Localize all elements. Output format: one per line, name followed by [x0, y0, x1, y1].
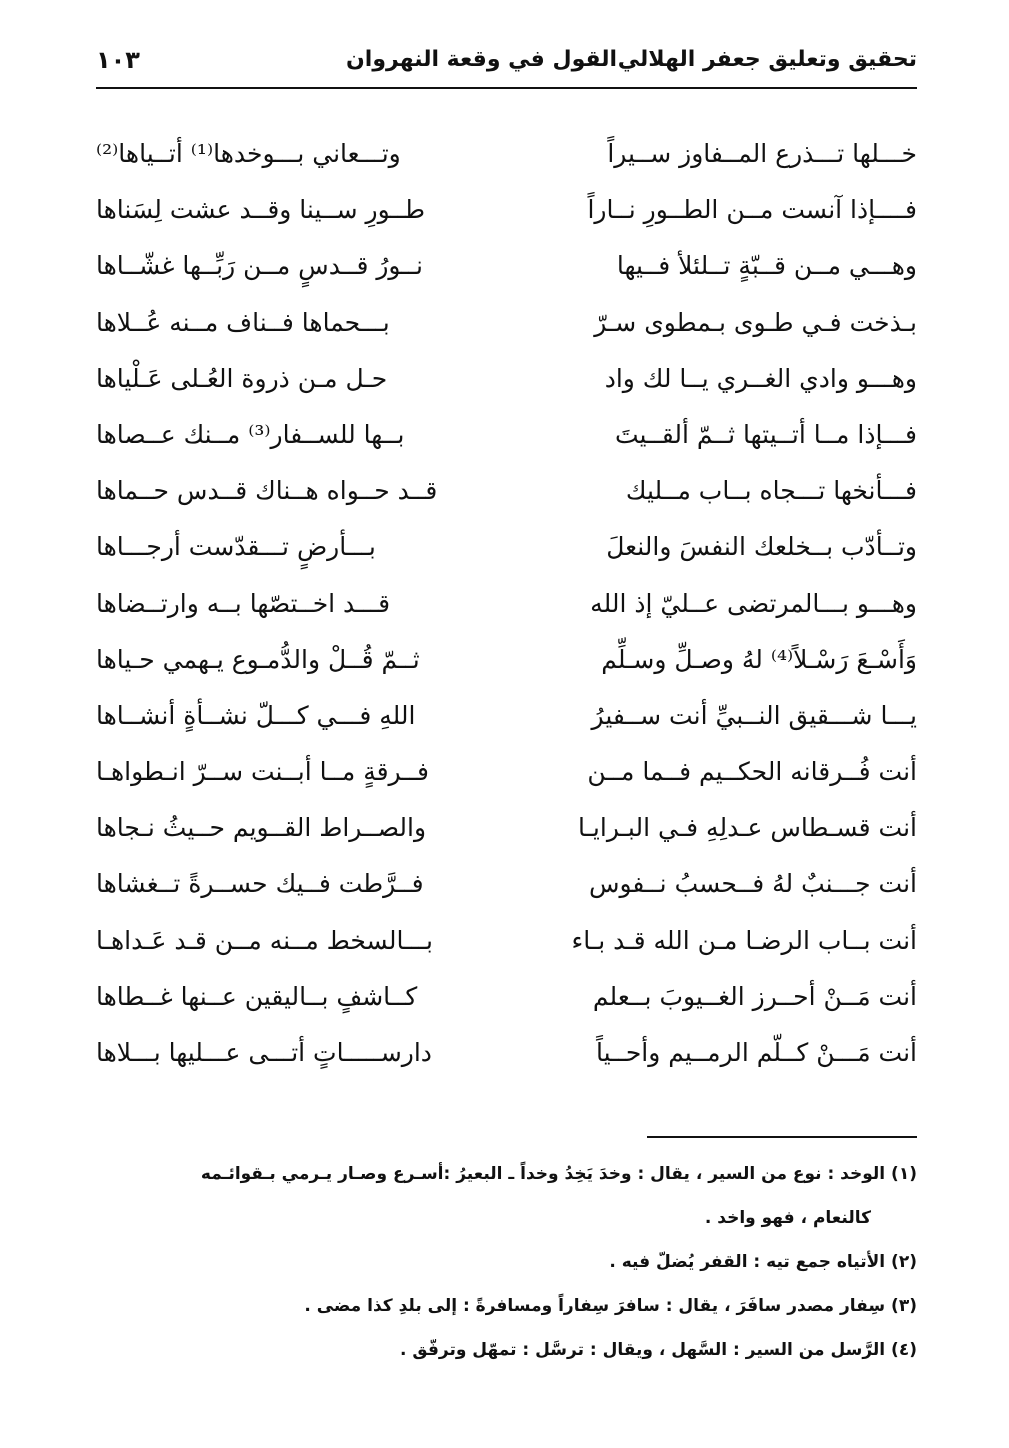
footnote	[96, 1328, 917, 1372]
verse-first-hemistich: وَأَسْـعَ رَسْـلاً⁽⁴⁾ لهُ وصـلِّ وسـلِّم	[601, 644, 917, 674]
footnote-text: الرَّسل من السير : السَّهل ، ويقال : ترسَّل : تمهّل وترفّق .	[400, 1340, 886, 1360]
verse-first-hemistich: فـــإذا مــا أتــيتها ثــمّ ألقــيتَ	[614, 419, 917, 449]
verse-second-hemistich: قـــد اخــتصّها بــه وارتــضاها	[96, 588, 391, 618]
footnote-marker: (١)	[891, 1164, 917, 1184]
verse-second-hemistich: فــرَّطت فــيك حســرةً تــغشاها	[96, 869, 424, 899]
verse-first-hemistich: فــــإذا آنست مــن الطــورِ نــاراً	[587, 195, 917, 225]
verse	[96, 519, 917, 575]
chapter-title: القول في وقعة النهروان	[346, 47, 617, 72]
verse	[96, 295, 917, 351]
verse-second-hemistich: بــها للســفار⁽³⁾ مــنك عــصاها	[96, 419, 405, 449]
verse-second-hemistich: والصــراط القــويم حــيثُ نـجاها	[96, 813, 427, 843]
verse-second-hemistich: اللهِ فـــي كـــلّ نشــأةٍ أنشــاها	[96, 700, 416, 730]
verse	[96, 969, 917, 1025]
verse-first-hemistich: وهـــي مــن قــبّةٍ تــلئلأ فــيها	[616, 251, 917, 281]
verse	[96, 238, 917, 294]
verse-second-hemistich: فــرقةٍ مــا أبــنت ســرّ انـطواهـا	[96, 757, 429, 787]
verse	[96, 744, 917, 800]
verse-second-hemistich: ثــمّ قُــلْ والدُّمـوع يـهمي حـياها	[96, 644, 420, 674]
verse	[96, 576, 917, 632]
verse-first-hemistich: وهـــو وادي الغــري يــا لك واد	[604, 363, 917, 393]
verse-second-hemistich: بـــحماها فــناف مــنه عُــلاها	[96, 307, 390, 337]
verse	[96, 126, 917, 182]
footnotes	[96, 1152, 917, 1372]
footnote	[96, 1284, 917, 1328]
verse-second-hemistich: دارســـــاتٍ أتـــى عـــليها بـــلاها	[96, 1038, 432, 1067]
verse	[96, 351, 917, 407]
footnote-divider	[647, 1136, 917, 1138]
verse	[96, 463, 917, 519]
verse-first-hemistich: أنت مَــنْ أحــرز الغــيوبَ بــعلم	[592, 981, 917, 1011]
running-header	[96, 40, 917, 88]
verse-first-hemistich: وتــأدّب بــخلعك النفسَ والنعلَ	[606, 532, 917, 562]
verse	[96, 632, 917, 688]
book-title: تحقيق وتعليق جعفر الهلالي	[617, 47, 917, 72]
verse	[96, 182, 917, 238]
footnote-marker: (٤)	[891, 1340, 917, 1360]
footnote-text: الأتياه جمع تيه : القفر يُضلّ فيه .	[609, 1252, 886, 1272]
verse-first-hemistich: وهـــو بـــالمرتضى عــليّ إذ الله	[590, 588, 917, 618]
verse	[96, 856, 917, 912]
verse-second-hemistich: حـل مـن ذروة العُـلى عَـلْياها	[96, 363, 388, 393]
verse-first-hemistich: أنت فُــرقانه الحكــيم فــما مــن	[587, 757, 917, 787]
verse-second-hemistich: نــورُ قــدسٍ مــن رَبِّــها غشّــاها	[96, 251, 423, 281]
verse-second-hemistich: بـــالسخط مــنه مــن قـد عَـداهـا	[96, 925, 434, 955]
poem	[96, 126, 917, 1081]
page-number: ١٠٣	[96, 46, 140, 74]
verse-second-hemistich: بـــأرضٍ تـــقدّست أرجـــاها	[96, 532, 376, 562]
verse-first-hemistich: بـذخت فـي طـوى بـمطوى سـرّ	[594, 307, 917, 337]
verse-first-hemistich: أنت مَـــنْ كــلّم الرمــيم وأحــياً	[596, 1038, 917, 1067]
verse-first-hemistich: يـــا شـــقيق النــبيِّ أنت ســفيرُ	[591, 700, 917, 730]
footnote-marker: (٣)	[891, 1296, 917, 1316]
verse-first-hemistich: فـــأنخها تـــجاه بــاب مــليك	[625, 476, 917, 506]
verse-first-hemistich: أنت جـــنبٌ لهُ فــحسبُ نــفوس	[588, 869, 917, 899]
verse	[96, 1025, 917, 1081]
footnote	[96, 1152, 917, 1240]
footnote	[96, 1240, 917, 1284]
verse	[96, 407, 917, 463]
verse-second-hemistich: قــد حــواه هــناك قــدس حــماها	[96, 476, 438, 506]
verse	[96, 688, 917, 744]
verse	[96, 800, 917, 856]
verse-second-hemistich: كــاشفٍ بــاليقين عــنها غــطاها	[96, 981, 418, 1011]
verse-first-hemistich: أنت قسـطاس عـدلِهِ فـي البـرايـا	[577, 813, 917, 843]
footnote-marker: (٢)	[891, 1252, 917, 1272]
verse-first-hemistich: خـــلها تـــذرع المــفاوز ســيراً	[607, 139, 917, 168]
footnote-text: الوخد : نوع من السير ، يقال : وخدَ يَخِدُ وخداً ـ البعيرُ :أسـرع وصـار يـرمي بـقوائـمه	[200, 1164, 886, 1184]
header-divider	[96, 87, 917, 89]
verse-second-hemistich: طــورِ ســينا وقــد عشت لِسَناها	[96, 195, 426, 225]
footnote-continuation: كالنعام ، فهو واخد .	[704, 1208, 871, 1228]
verse-first-hemistich: أنت بــاب الرضـا مـن الله قـد بـاء	[571, 925, 917, 955]
footnote-text: سِفار مصدر سافَرَ ، يقال : سافرَ سِفاراً ومسافرةً : إلى بلدِ كذا مضى .	[304, 1296, 886, 1316]
verse-second-hemistich: وتـــعاني بـــوخدها⁽¹⁾ أتــياها⁽²⁾	[96, 139, 401, 168]
verse	[96, 913, 917, 969]
